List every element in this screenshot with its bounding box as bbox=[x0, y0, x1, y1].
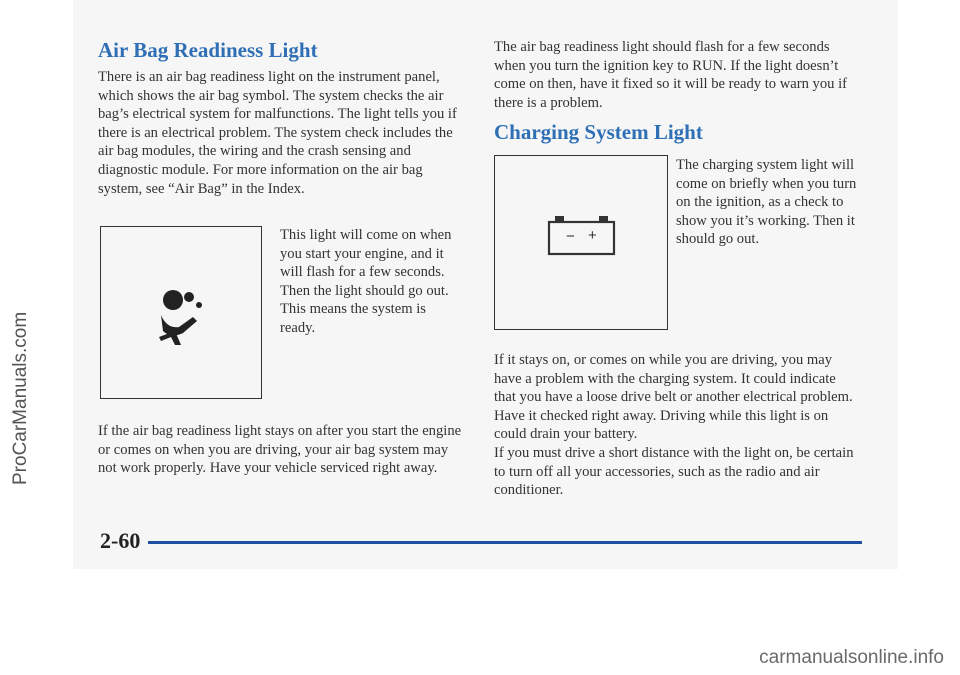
charging-light-illustration bbox=[494, 155, 668, 330]
footer-rule bbox=[148, 541, 862, 544]
airbag-heading: Air Bag Readiness Light bbox=[98, 38, 318, 62]
airbag-readiness-icon bbox=[101, 227, 261, 398]
side-watermark: ProCarManuals.com bbox=[10, 311, 31, 485]
airbag-warning-paragraph: If the air bag readiness light stays on after you start the engine or comes on when you are driving, your air bag system may not work properly. Have your vehicle serviced right away. bbox=[98, 423, 462, 477]
charging-heading: Charging System Light bbox=[494, 120, 703, 144]
battery-minus-label: − bbox=[566, 228, 575, 245]
page-number: 2-60 bbox=[100, 528, 141, 553]
bottom-watermark: carmanualsonline.info bbox=[759, 647, 944, 668]
battery-icon bbox=[495, 156, 667, 329]
battery-plus-label: + bbox=[588, 227, 597, 244]
charging-intro-paragraph: The charging system light will come on briefly when you turn on the ignition, as a check to show you it’s working. Then it should go out. bbox=[676, 157, 857, 248]
airbag-light-paragraph: This light will come on when you start your engine, and it will flash for a few seconds. Then the light should go out. This means the system is ready. bbox=[280, 227, 452, 336]
charging-accessories-paragraph: If you must drive a short distance with the light on, be certain to turn off all your accessories, such as the radio and air conditioner. bbox=[494, 445, 854, 499]
airbag-light-illustration bbox=[100, 226, 262, 399]
charging-warning-paragraph: If it stays on, or comes on while you are driving, you may have a problem with the charging system. It could indicate that you have a loose drive belt or another electrical problem. Have it checked right away. Driving while this light is on could drain your battery. bbox=[494, 352, 853, 443]
airbag-intro-paragraph: There is an air bag readiness light on the instrument panel, which shows the air bag symbol. The system checks the air bag’s electrical system for malfunctions. The light tells you if there is an electrical problem. The system check includes the air bag modules, the wiring and the crash sensing and diagnostic module. For more information on the air bag system, see “Air Bag” in the Index. bbox=[98, 69, 457, 197]
airbag-flash-paragraph: The air bag readiness light should flash for a few seconds when you turn the ignition key to RUN. If the light doesn’t come on then, have it fixed so it will be ready to warn you if there is a problem. bbox=[494, 39, 847, 111]
